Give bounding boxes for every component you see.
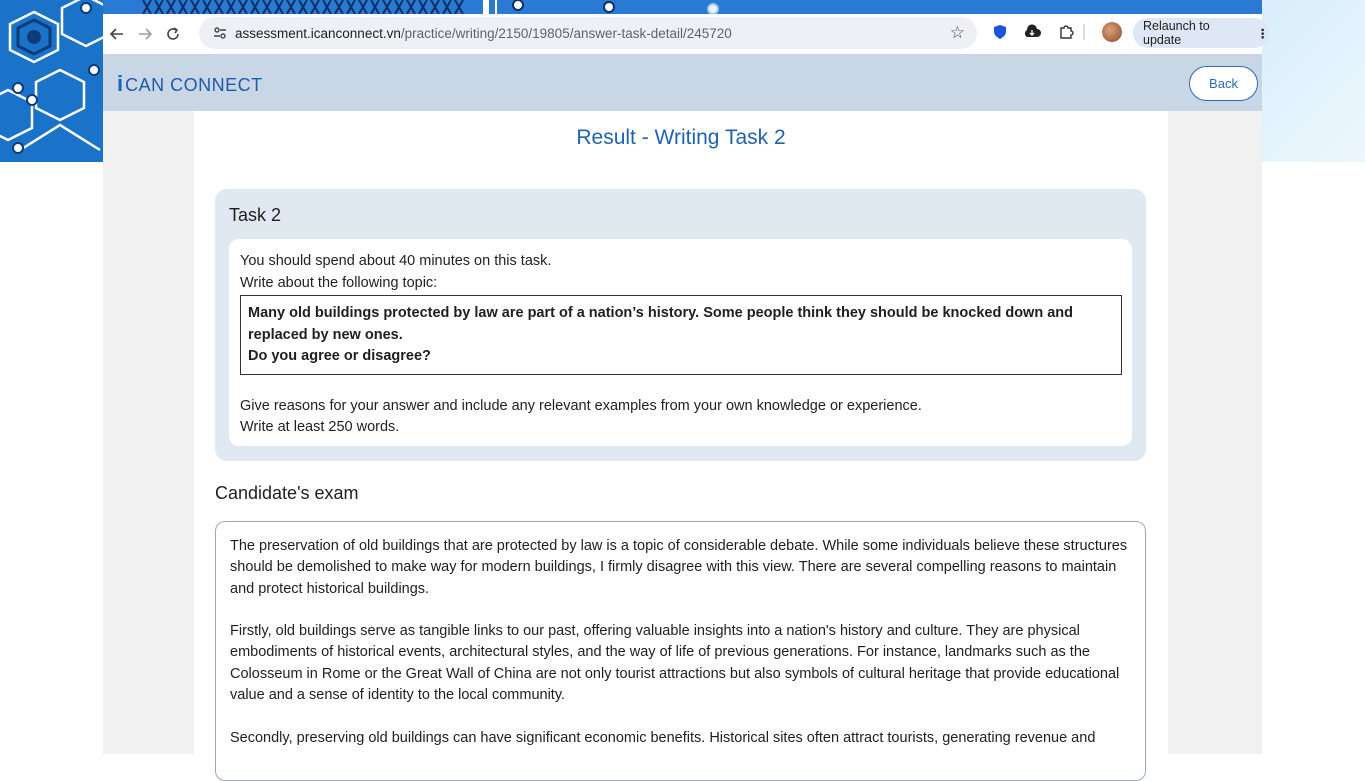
extensions-puzzle-icon[interactable] bbox=[1057, 23, 1075, 41]
task-word-count-note: Write at least 250 words. bbox=[240, 419, 400, 435]
candidate-exam-label: Candidate's exam bbox=[215, 483, 359, 503]
logo-text: CAN CONNECT bbox=[125, 75, 263, 95]
logo-i: i bbox=[117, 71, 124, 96]
desktop-background-right bbox=[1262, 162, 1365, 768]
forward-arrow-icon[interactable] bbox=[131, 20, 159, 48]
page-title: Result - Writing Task 2 bbox=[576, 126, 786, 149]
reload-icon[interactable] bbox=[159, 20, 187, 48]
site-info-icon[interactable] bbox=[205, 26, 235, 40]
bookmark-star-icon[interactable]: ☆ bbox=[949, 23, 965, 42]
browser-window bbox=[103, 14, 1269, 754]
task-topic-note: Write about the following topic: bbox=[240, 274, 438, 291]
profile-avatar[interactable] bbox=[1102, 22, 1122, 42]
relaunch-label: Relaunch to update bbox=[1143, 19, 1210, 47]
wallpaper-strip bbox=[103, 0, 1262, 14]
task-reason-note: Give reasons for your answer and include any relevant examples from your own knowledge or experience. bbox=[240, 397, 922, 414]
task-time-note: You should spend about 40 minutes on this task. bbox=[240, 253, 552, 269]
cloud-download-icon[interactable] bbox=[1023, 23, 1041, 41]
browser-toolbar bbox=[103, 14, 1269, 54]
task-prompt-statement: Many old buildings protected by law are part of a nation’s history. Some people think they should be knocked down and replaced by new ones. bbox=[248, 305, 1073, 343]
essay-paragraph: The preservation of old buildings that are protected by law is a topic of considerable debate. While some individuals believe these structures should be demolished to make way for modern buildings, I firmly disagree with this view. There are several compelling reasons to maintain and protect historical buildings. bbox=[230, 538, 1128, 597]
task-instructions bbox=[229, 239, 1132, 446]
wallpaper-right bbox=[1262, 0, 1365, 162]
url-text[interactable] bbox=[235, 26, 732, 41]
essay-paragraph: Secondly, preserving old buildings can have significant economic benefits. Historical sites often attract tourists, generating revenue and bbox=[230, 729, 1096, 746]
task-prompt-question: Do you agree or disagree? bbox=[248, 348, 431, 364]
back-arrow-icon[interactable] bbox=[103, 20, 131, 48]
toolbar-divider bbox=[1083, 24, 1085, 40]
task-label: Task 2 bbox=[229, 205, 282, 225]
wallpaper-hexagon-pattern bbox=[0, 0, 103, 162]
url-path: /practice/writing/2150/19805/answer-task-detail/245720 bbox=[400, 25, 732, 41]
relaunch-to-update-button[interactable] bbox=[1133, 18, 1269, 48]
desktop-background bbox=[0, 162, 103, 768]
candidate-essay bbox=[215, 521, 1146, 781]
task-card bbox=[215, 189, 1146, 461]
browser-menu-icon[interactable]: ⋮ bbox=[1256, 26, 1269, 41]
address-bar[interactable] bbox=[199, 17, 977, 49]
shield-extension-icon[interactable] bbox=[991, 23, 1009, 41]
result-panel bbox=[194, 111, 1168, 754]
page-background bbox=[103, 111, 1262, 754]
ican-connect-logo[interactable] bbox=[117, 71, 263, 96]
site-header bbox=[103, 54, 1262, 111]
essay-paragraph: Firstly, old buildings serve as tangible links to our past, offering valuable insights into a nation's history and culture. They are physical embodiments of historical events, architectural styles, and the way of life of previous generations. For instance, landmarks such as the Colosseum in Rome or the Great Wall of China are not only tourist attractions but also symbols of cultural heritage that provide educational value and a sense of identity to the local community. bbox=[230, 623, 1120, 704]
back-button[interactable]: Back bbox=[1189, 66, 1258, 101]
url-domain: assessment.icanconnect.vn bbox=[235, 25, 401, 41]
task-prompt-box bbox=[240, 295, 1122, 375]
